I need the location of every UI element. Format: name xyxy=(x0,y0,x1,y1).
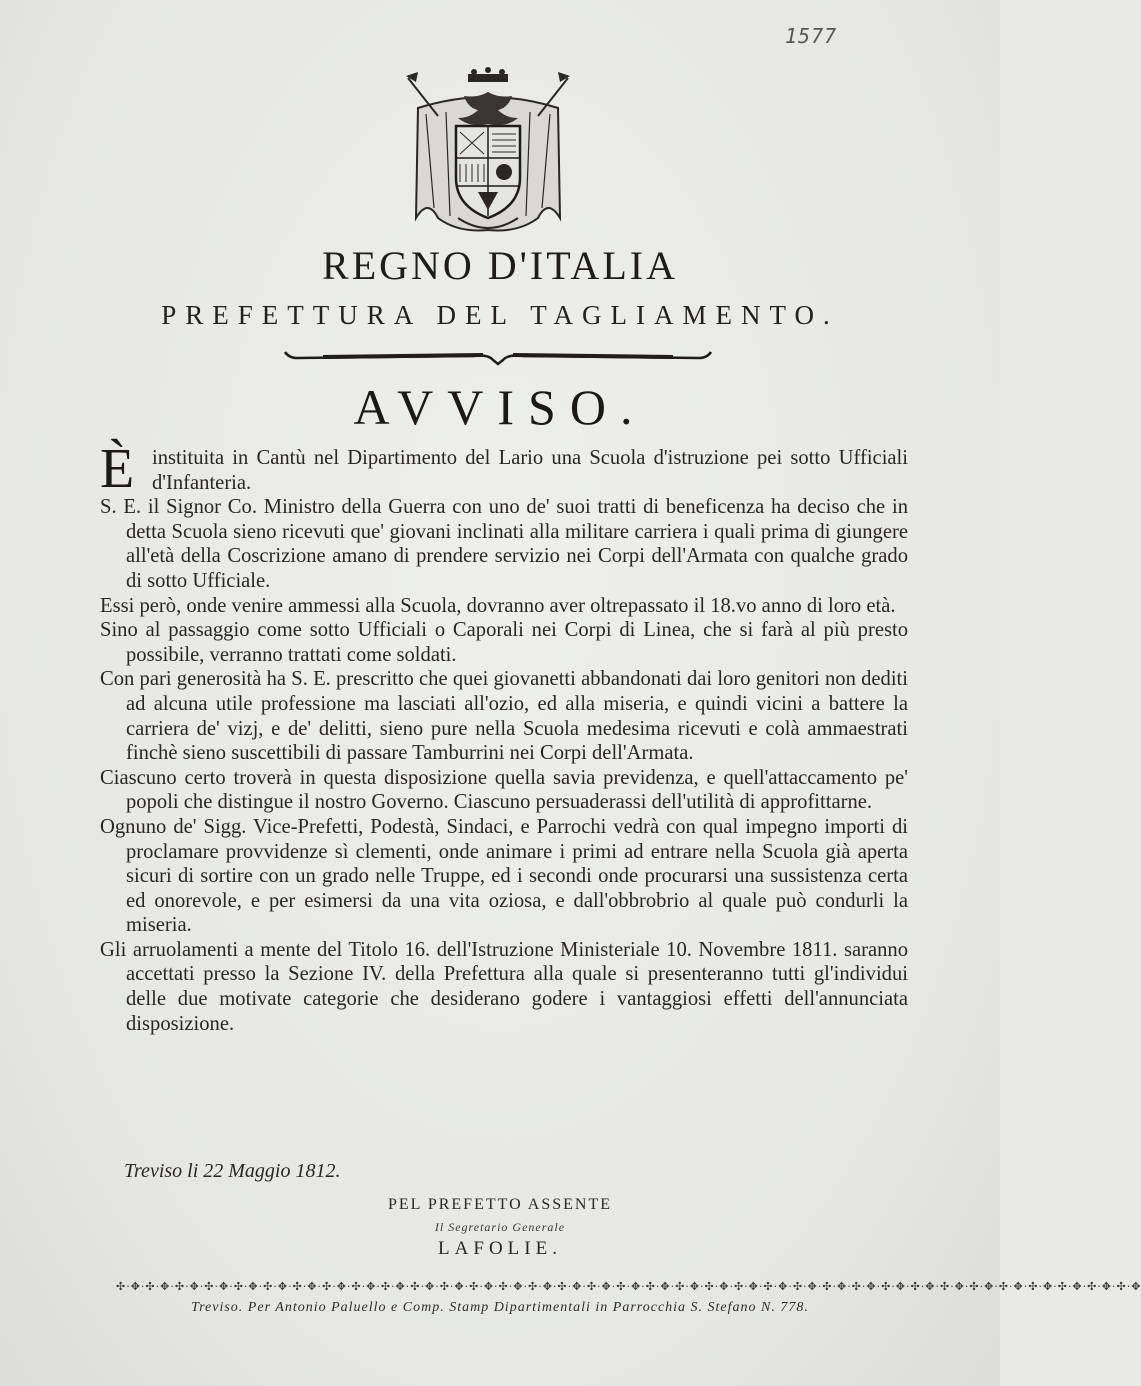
notice-heading: AVVISO. xyxy=(353,379,647,435)
paragraph-text: instituita in Cantù nel Dipartimento del Lario una Scuola d'istruzione pei sotto Ufficiali d'Infanteria. xyxy=(152,447,908,494)
date-line: Treviso li 22 Maggio 1812. xyxy=(124,1160,341,1182)
drop-cap: È xyxy=(100,438,135,500)
signature-role: Il Segretario Generale xyxy=(434,1220,566,1234)
coat-of-arms-icon xyxy=(398,68,578,240)
paragraph: Gli arruolamenti a mente del Titolo 16. dell'Istruzione Ministeriale 10. Novembre 1811. saranno accettati presso la Sezione IV. della Prefettura alla quale si presenteranno tutti gl'individui delle due motivate categorie che desiderano godere i vantaggiosi effetti dell'annunciata disposizione. xyxy=(100,938,908,1035)
signature-name: LAFOLIE. xyxy=(438,1238,562,1259)
paragraph: Sino al passaggio come sotto Ufficiali o Caporali nei Corpi di Linea, che si farà al più presto possibile, verranno trattati come soldati. xyxy=(100,619,908,666)
page-subtitle: PREFETTURA DEL TAGLIAMENTO. xyxy=(161,300,839,330)
ornamental-border: ✣·✥·✣·✥·✣·✥·✣·✥·✣·✥·✣·✥·✣·✥·✣·✥·✣·✥·✣·✥·✣·✥·✣·✥·✣·✥·✣·✥·✣·✥·✣·✥·✣·✥·✣·✥·✣·✥·✣·✥·✣·✥·✣·✥·✣·✥·✣·✥·✣·✥·✣·✥·✣·✥·✣·✥·✣·✥·✣·✥·✣·✥·✣·✥·✣·✥·✣·✥·✣·✥ xyxy=(116,1280,1141,1293)
paragraph: Ciascuno certo troverà in questa disposizione quella savia previdenza, e quell'attaccamento pe' popoli che distingue il nostro Governo. Ciascuno persuaderassi dell'utilità di approfittarne. xyxy=(100,766,908,814)
page-title: REGNO D'ITALIA xyxy=(322,243,678,288)
notice-body xyxy=(100,438,908,1036)
paragraph: Con pari generosità ha S. E. prescritto che quei giovanetti abbandonati dai loro genitori non dediti ad alcuna utile professione ma lasciati all'ozio, ed alla miseria, e quindi vicini a battere la carriera de' vizj, e de' delitti, sieno pure nella Scuola medesima ricevuti e colà ammaestrati finchè sieno suscettibili di passare Tamburrini nei Corpi dell'Armata. xyxy=(100,668,908,765)
decorative-rule xyxy=(283,348,713,366)
paragraph: Ognuno de' Sigg. Vice-Prefetti, Podestà, Sindaci, e Parrochi vedrà con qual impegno importi di proclamare provvidenze sì clementi, onde animare i primi ad entrare nella Scuola già aperta sicuri di sortire con un grado nelle Truppe, ed i secondi onde procurarsi una sussistenza certa ed onorevole, e per esimersi da una vita oziosa, e dall'obbrobrio al quale può condurli la miseria. xyxy=(100,815,908,937)
paragraph: S. E. il Signor Co. Ministro della Guerra con uno de' suoi tratti di beneficenza ha deciso che in detta Scuola sieno ricevuti que' giovani inclinati alla militare carriera i quali prima di giungere all'età della Coscrizione amano di prendere servizio nei Corpi dell'Armata con qualche grado di sotto Ufficiale. xyxy=(100,496,908,592)
signature-line: PEL PREFETTO ASSENTE xyxy=(387,1196,613,1213)
printer-imprint: Treviso. Per Antonio Paluello e Comp. Stamp Dipartimentali in Parrocchia S. Stefano N. 778. xyxy=(191,1300,809,1315)
paragraph xyxy=(100,438,908,500)
handwritten-note: 1577 xyxy=(785,24,838,48)
paragraph: Essi però, onde venire ammessi alla Scuola, dovranno aver oltrepassato il 18.vo anno di loro età. xyxy=(100,594,896,617)
